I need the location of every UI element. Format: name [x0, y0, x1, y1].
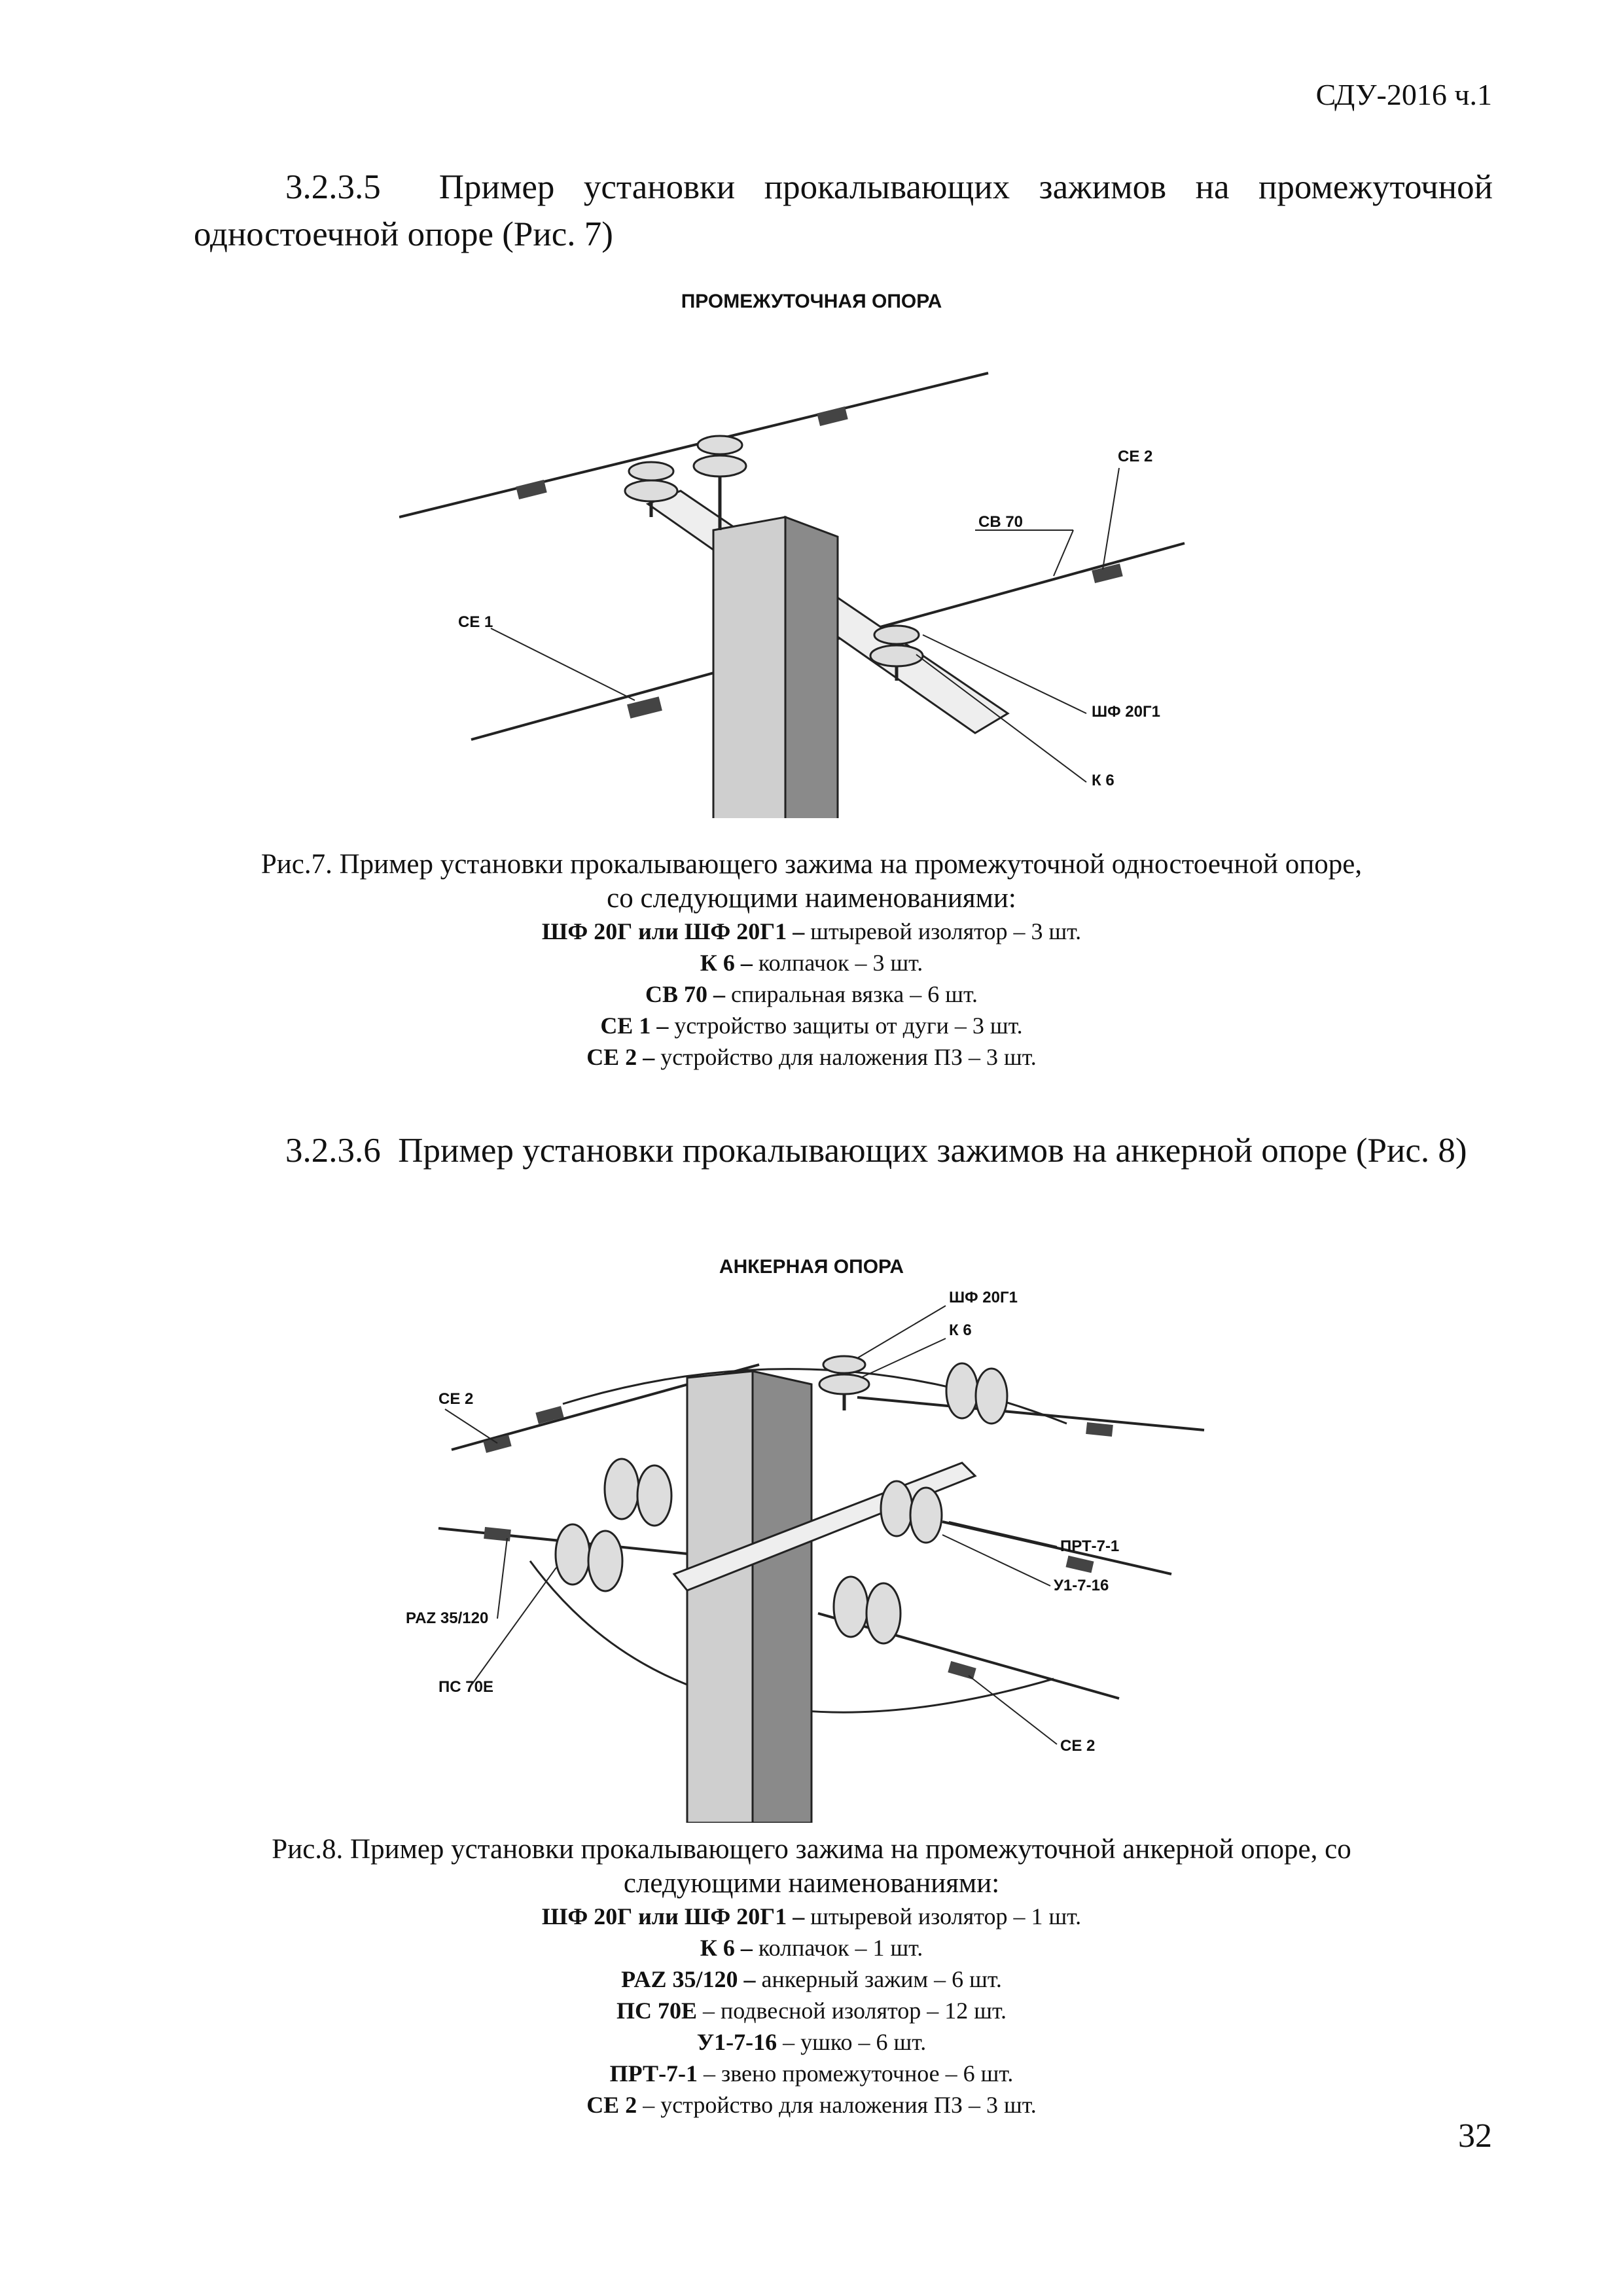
label-ce2-bottom: СЕ 2 [1060, 1737, 1096, 1755]
pole [713, 517, 785, 818]
section-number: 3.2.3.5 [285, 168, 381, 206]
page-number: 32 [1458, 2117, 1492, 2155]
document-id: СДУ-2016 ч.1 [1315, 78, 1492, 111]
figure-7-drawing [399, 281, 1224, 818]
section-text: Пример установки прокалывающих зажимов на анкерной опоре (Рис. 8) [398, 1132, 1467, 1170]
label-ps: ПС 70Е [438, 1678, 493, 1696]
insulator-string-icon [556, 1524, 622, 1591]
section-text: Пример установки прокалывающих зажимов на промежуточной одностоечной опоре (Рис. 7) [194, 168, 1493, 253]
list-item: ШФ 20Г или ШФ 20Г1 – штыревой изолятор – 3 шт. [541, 918, 1082, 944]
label-ce2-top: СЕ 2 [438, 1390, 474, 1408]
list-item: СЕ 1 – устройство защиты от дуги – 3 шт. [600, 1013, 1023, 1039]
insulator-string-icon [946, 1363, 1007, 1424]
caption-line: следующими наименованиями: [623, 1868, 1000, 1899]
label-k6: К 6 [949, 1321, 972, 1339]
pole [687, 1371, 753, 1823]
label-cb70: СВ 70 [978, 513, 1024, 531]
figure-8-caption [0, 1833, 1623, 2121]
label-prt: ПРТ-7-1 [1060, 1537, 1120, 1555]
caption-line: Рис.7. Пример установки прокалывающего зажима на промежуточной одностоечной опоре, [260, 849, 1363, 880]
clamp-icon [1065, 1556, 1094, 1573]
list-item: PAZ 35/120 – анкерный зажим – 6 шт. [621, 1966, 1002, 1992]
list-item: СВ 70 – спиральная вязка – 6 шт. [645, 981, 978, 1007]
insulator-string-icon [834, 1577, 901, 1643]
figure-8 [0, 1247, 1623, 1823]
clamp-icon [817, 406, 848, 426]
clamp-icon [948, 1661, 976, 1679]
caption-line: со следующими наименованиями: [607, 883, 1016, 914]
pole-side [785, 517, 838, 818]
list-item: ПРТ-7-1 – звено промежуточное – 6 шт. [609, 2060, 1014, 2087]
figure-8-title: АНКЕРНАЯ ОПОРА [719, 1256, 904, 1278]
label-ce1: СЕ 1 [458, 613, 493, 631]
list-item: СЕ 2 – устройство для наложения ПЗ – 3 шт. [586, 2092, 1037, 2118]
list-item: К 6 – колпачок – 1 шт. [700, 1935, 923, 1961]
section-3-2-3-6 [194, 1127, 1493, 1174]
pole-side [753, 1371, 812, 1823]
wire [942, 1522, 1171, 1574]
insulator-string-icon [605, 1459, 671, 1526]
label-paz: PAZ 35/120 [406, 1609, 489, 1627]
clamp-icon [627, 696, 662, 718]
pin-insulator-icon [819, 1356, 869, 1410]
label-k6: К 6 [1092, 772, 1115, 789]
list-item: У1-7-16 – ушко – 6 шт. [696, 2029, 927, 2055]
list-item: ШФ 20Г или ШФ 20Г1 – штыревой изолятор – 1 шт. [541, 1903, 1082, 1929]
figure-8-drawing [399, 1247, 1224, 1823]
label-shf: ШФ 20Г1 [949, 1289, 1018, 1306]
section-3-2-3-5 [194, 164, 1493, 258]
figure-7 [0, 281, 1623, 818]
label-shf: ШФ 20Г1 [1092, 703, 1160, 721]
clamp-icon [1086, 1422, 1113, 1437]
figure-7-title: ПРОМЕЖУТОЧНАЯ ОПОРА [681, 291, 942, 312]
caption-line: Рис.8. Пример установки прокалывающего зажима на промежуточной анкерной опоре, со [272, 1834, 1351, 1865]
figure-7-caption [0, 848, 1623, 1073]
upper-wire [399, 373, 988, 517]
clamp-icon [516, 480, 547, 499]
wire [857, 1397, 1204, 1430]
list-item: СЕ 2 – устройство для наложения ПЗ – 3 шт. [586, 1044, 1037, 1070]
label-ce2: СЕ 2 [1118, 448, 1153, 465]
section-number: 3.2.3.6 [285, 1132, 381, 1170]
list-item: К 6 – колпачок – 3 шт. [700, 950, 923, 976]
label-u1: У1-7-16 [1054, 1577, 1109, 1594]
list-item: ПС 70Е – подвесной изолятор – 12 шт. [616, 1998, 1007, 2024]
